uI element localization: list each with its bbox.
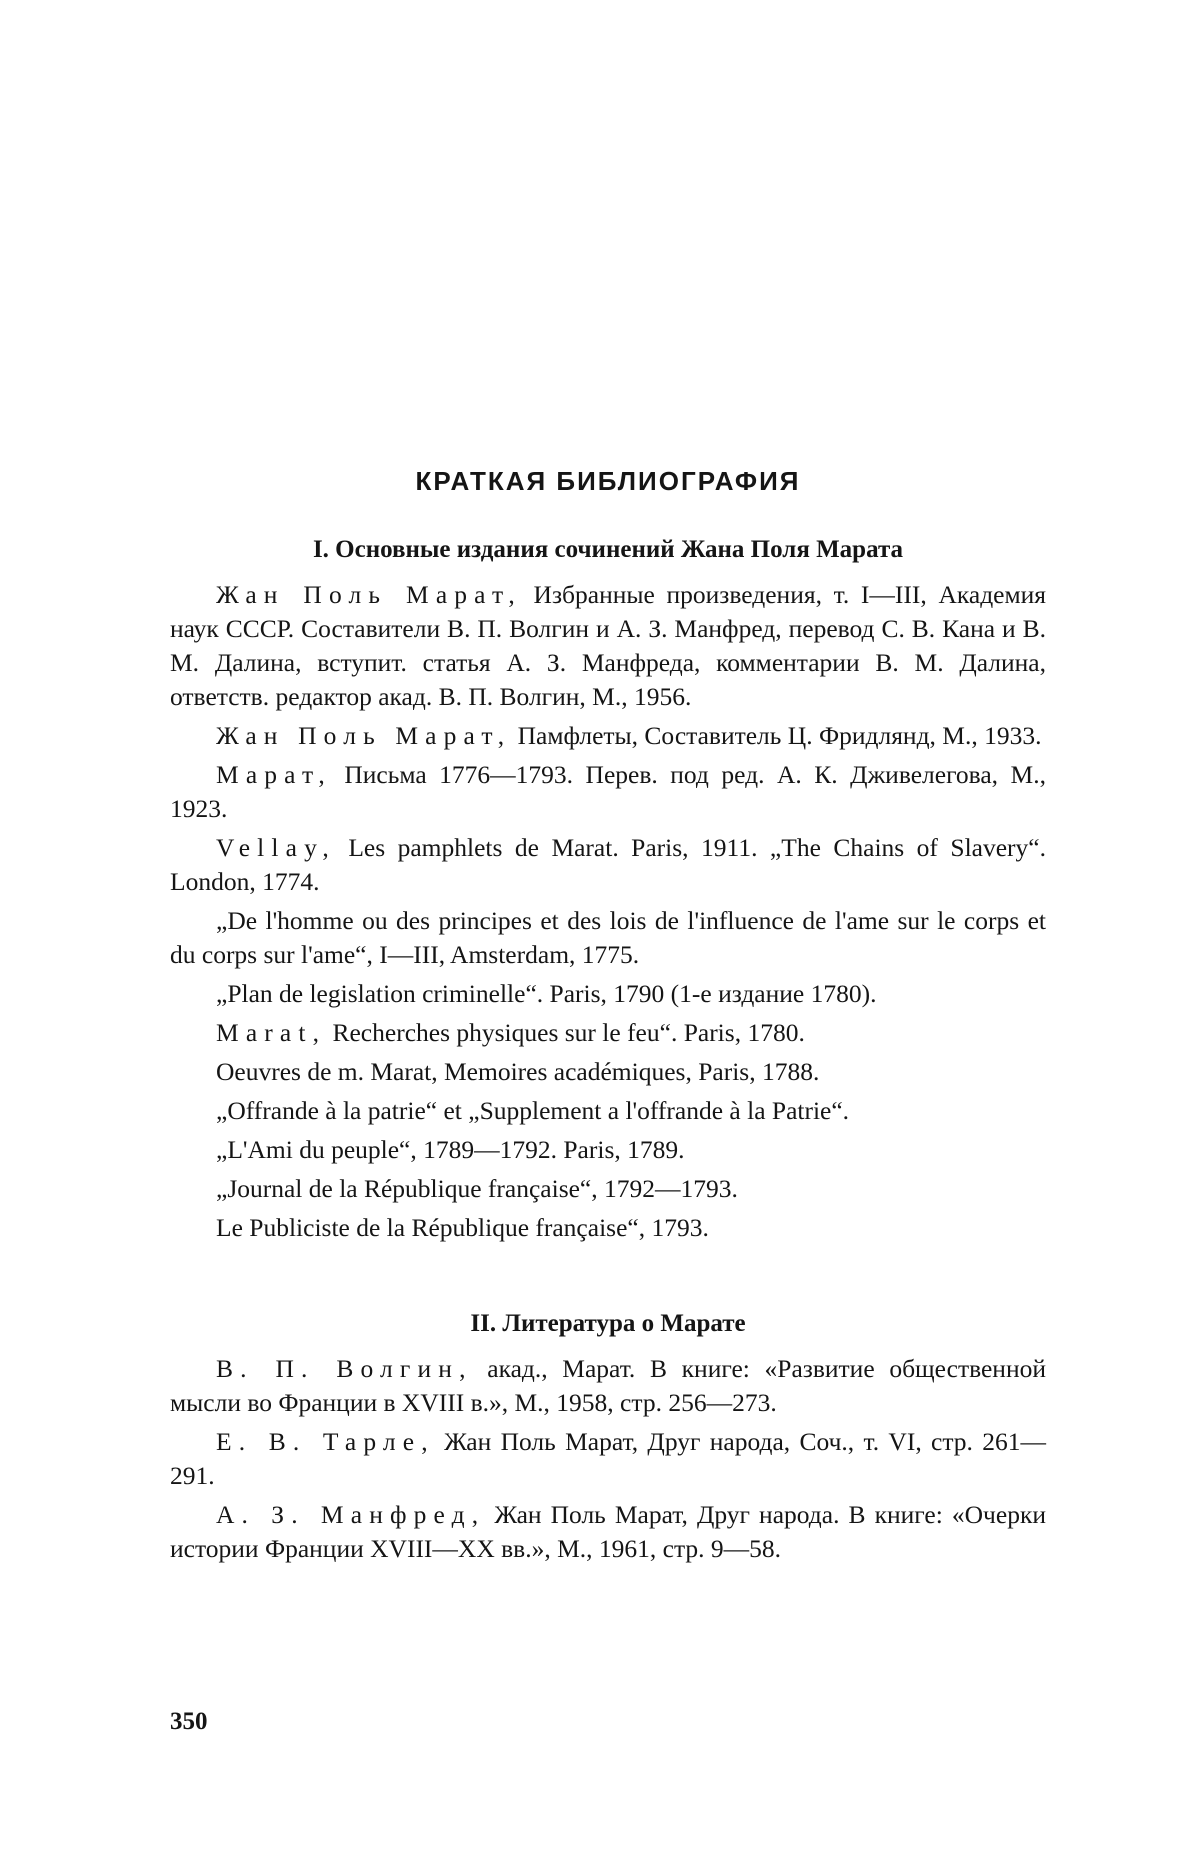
page-title: КРАТКАЯ БИБЛИОГРАФИЯ bbox=[415, 466, 801, 496]
entry-text: Recherches physiques sur le feu“. Paris, 1780. bbox=[326, 1018, 805, 1047]
entry-author: Марат, bbox=[216, 760, 332, 789]
entry-text: Жан Поль Марат, Друг народа, Соч., т. VI, стр. 261—291. bbox=[170, 1427, 1047, 1490]
entry-author: В. П. Волгин, bbox=[216, 1354, 473, 1383]
section-heading-primary-works: I. Основные издания сочинений Жана Поля Марата bbox=[312, 536, 904, 563]
bibliography-entry bbox=[170, 1133, 1046, 1167]
bibliography-entry bbox=[170, 758, 1046, 826]
entry-author: Е. В. Тарле, bbox=[216, 1427, 435, 1456]
entry-author: Vellay, bbox=[216, 833, 336, 862]
section-heading-literature-on-marat: II. Литература о Марате bbox=[470, 1310, 746, 1337]
entry-text: Памфлеты, Составитель Ц. Фридлянд, М., 1933. bbox=[511, 721, 1042, 750]
bibliography-entry bbox=[170, 1094, 1046, 1128]
book-page bbox=[170, 0, 1046, 1856]
bibliography-entry bbox=[170, 1172, 1046, 1206]
bibliography-entry bbox=[170, 1498, 1046, 1566]
entry-text: „Journal de la République française“, 1792—1793. bbox=[216, 1174, 738, 1203]
entry-text: Жан Поль Марат, Друг народа. В книге: «Очерки истории Франции XVIII—XX вв.», М., 1961, стр. 9—58. bbox=[170, 1500, 1046, 1563]
bibliography-entry bbox=[170, 1352, 1046, 1420]
entry-text: Oeuvres de m. Marat, Memoires académiques, Paris, 1788. bbox=[216, 1057, 820, 1086]
bibliography-entry bbox=[170, 578, 1046, 714]
bibliography-list-literature bbox=[170, 1352, 1046, 1571]
entry-text: „Plan de legislation criminelle“. Paris, 1790 (1-е издание 1780). bbox=[216, 979, 877, 1008]
bibliography-entry bbox=[170, 831, 1046, 899]
bibliography-entry bbox=[170, 1211, 1046, 1245]
entry-text: Письма 1776—1793. Перев. под ред. А. К. Дживелегова, М., 1923. bbox=[170, 760, 1046, 823]
entry-author: Жан Поль Марат, bbox=[216, 580, 522, 609]
entry-text: „De l'homme ou des principes et des lois de l'influence de l'ame sur le corps et du corps sur l'ame“, I—III, Amsterdam, 1775. bbox=[170, 906, 1046, 969]
bibliography-entry bbox=[170, 1016, 1046, 1050]
bibliography-entry bbox=[170, 1425, 1046, 1493]
entry-text: Les pamphlets de Marat. Paris, 1911. „The Chains of Slavery“. London, 1774. bbox=[170, 833, 1046, 896]
entry-text: Избранные произведения, т. I—III, Академия наук СССР. Составители В. П. Волгин и А. З. Манфред, перевод С. В. Кана и В. М. Далина, вступит. статья А. З. Манфреда, комментарии В. М. Далина, ответств. редактор акад. В. П. Волгин, М., 1956. bbox=[170, 580, 1047, 711]
entry-text: „Offrande à la patrie“ et „Supplement a l'offrande à la Patrie“. bbox=[216, 1096, 850, 1125]
entry-text: акад., Марат. В книге: «Развитие общественной мысли во Франции в XVIII в.», М., 1958, стр. 256—273. bbox=[170, 1354, 1046, 1417]
entry-author: Marat, bbox=[216, 1018, 327, 1047]
bibliography-entry bbox=[170, 719, 1046, 753]
bibliography-list-primary-works bbox=[170, 578, 1046, 1250]
entry-author: А. З. Манфред, bbox=[216, 1500, 486, 1529]
page-number: 350 bbox=[170, 1708, 208, 1735]
entry-text: Le Publiciste de la République française“, 1793. bbox=[216, 1213, 709, 1242]
bibliography-entry bbox=[170, 1055, 1046, 1089]
entry-text: „L'Ami du peuple“, 1789—1792. Paris, 1789. bbox=[216, 1135, 685, 1164]
entry-author: Жан Поль Марат, bbox=[216, 721, 512, 750]
bibliography-entry bbox=[170, 977, 1046, 1011]
bibliography-entry bbox=[170, 904, 1046, 972]
